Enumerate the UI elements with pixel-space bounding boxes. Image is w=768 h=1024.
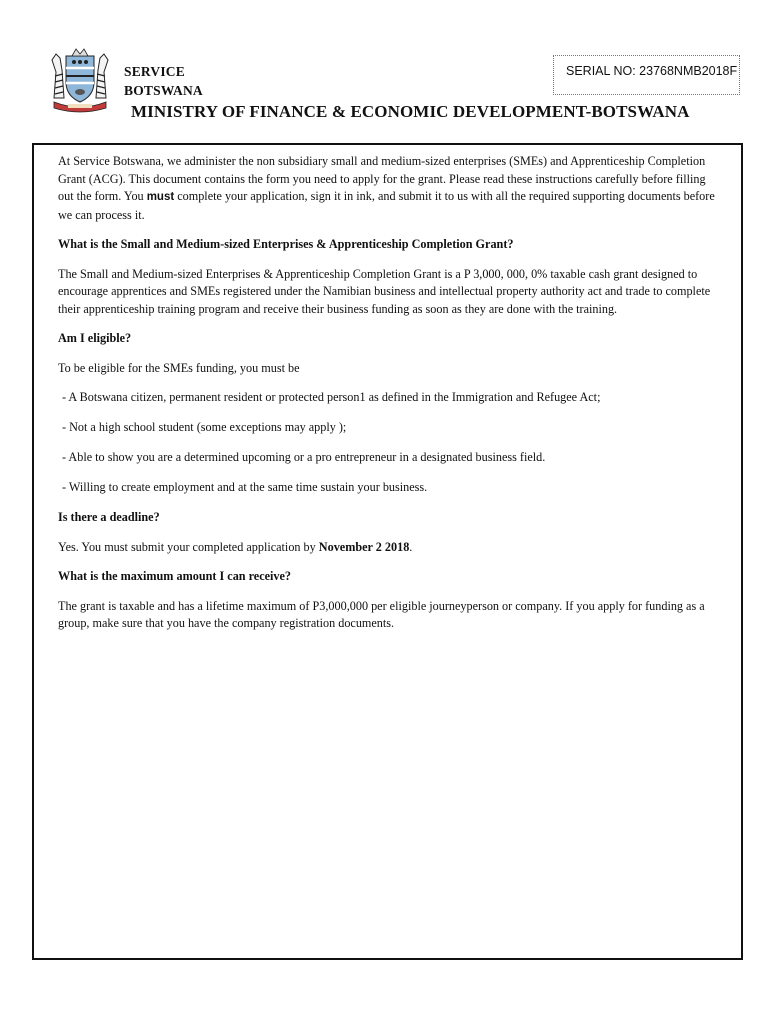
answer-what-is-grant: The Small and Medium-sized Enterprises & Apprenticeship Completion Grant is a P 3,000, 000, 0% taxable cash grant designed to encourage apprentices and SMEs registered under the Namibian business and intellectual property authority act and trade to complete their apprenticeship training program and receive their business funding as soon as they are done with the training.	[58, 266, 711, 316]
serial-number-box	[553, 55, 740, 95]
coat-of-arms-icon	[44, 42, 116, 114]
intro-text-end: complete your application, sign it in ink, and submit it to us with all the required supporting documents before we can process it.	[58, 189, 715, 222]
deadline-date: November 2 2018	[318, 539, 410, 554]
answer-deadline	[58, 539, 723, 557]
answer-maximum-amount: The grant is taxable and has a lifetime maximum of P3,000,000 per eligible journeyperson or company. If you apply for funding as a group, make sure that you have the company registration documents.	[58, 598, 705, 630]
question-maximum-amount: What is the maximum amount I can receive?	[58, 569, 292, 583]
ministry-title: MINISTRY OF FINANCE & ECONOMIC DEVELOPMENT-BOTSWANA	[131, 102, 690, 121]
instructions-content	[58, 153, 723, 645]
serial-number: SERIAL NO: 23768NMB2018F	[566, 64, 738, 78]
eligibility-item: - Able to show you are a determined upcoming or a pro entrepreneur in a designated business field.	[62, 450, 546, 464]
intro-paragraph	[58, 153, 723, 224]
question-eligibility: Am I eligible?	[58, 331, 132, 345]
deadline-period: .	[409, 539, 413, 554]
instructions-box	[32, 143, 743, 960]
deadline-text: Yes. You must submit your completed application by	[58, 539, 316, 554]
org-name-line2: BOTSWANA	[124, 83, 203, 98]
eligibility-item: - A Botswana citizen, permanent resident or protected person1 as defined in the Immigration and Refugee Act;	[62, 390, 601, 404]
eligibility-item: - Not a high school student (some exceptions may apply );	[62, 420, 347, 434]
eligibility-intro: To be eligible for the SMEs funding, you must be	[58, 360, 300, 375]
question-deadline: Is there a deadline?	[58, 510, 160, 524]
eligibility-item: - Willing to create employment and at the same time sustain your business.	[62, 480, 428, 494]
intro-text-start: At Service Botswana, we administer the non subsidiary small and medium-sized enterprises (SMEs) and Apprenticeship Completion Grant (ACG). This document contains the form you need to apply for the grant. Please read these instructions carefully before filling out the form. You	[58, 154, 706, 203]
intro-emphasis-must: must	[146, 191, 175, 203]
org-name-line1: SERVICE	[124, 64, 185, 79]
question-what-is-grant: What is the Small and Medium-sized Enterprises & Apprenticeship Completion Grant?	[58, 237, 514, 251]
organization-name	[124, 62, 203, 100]
